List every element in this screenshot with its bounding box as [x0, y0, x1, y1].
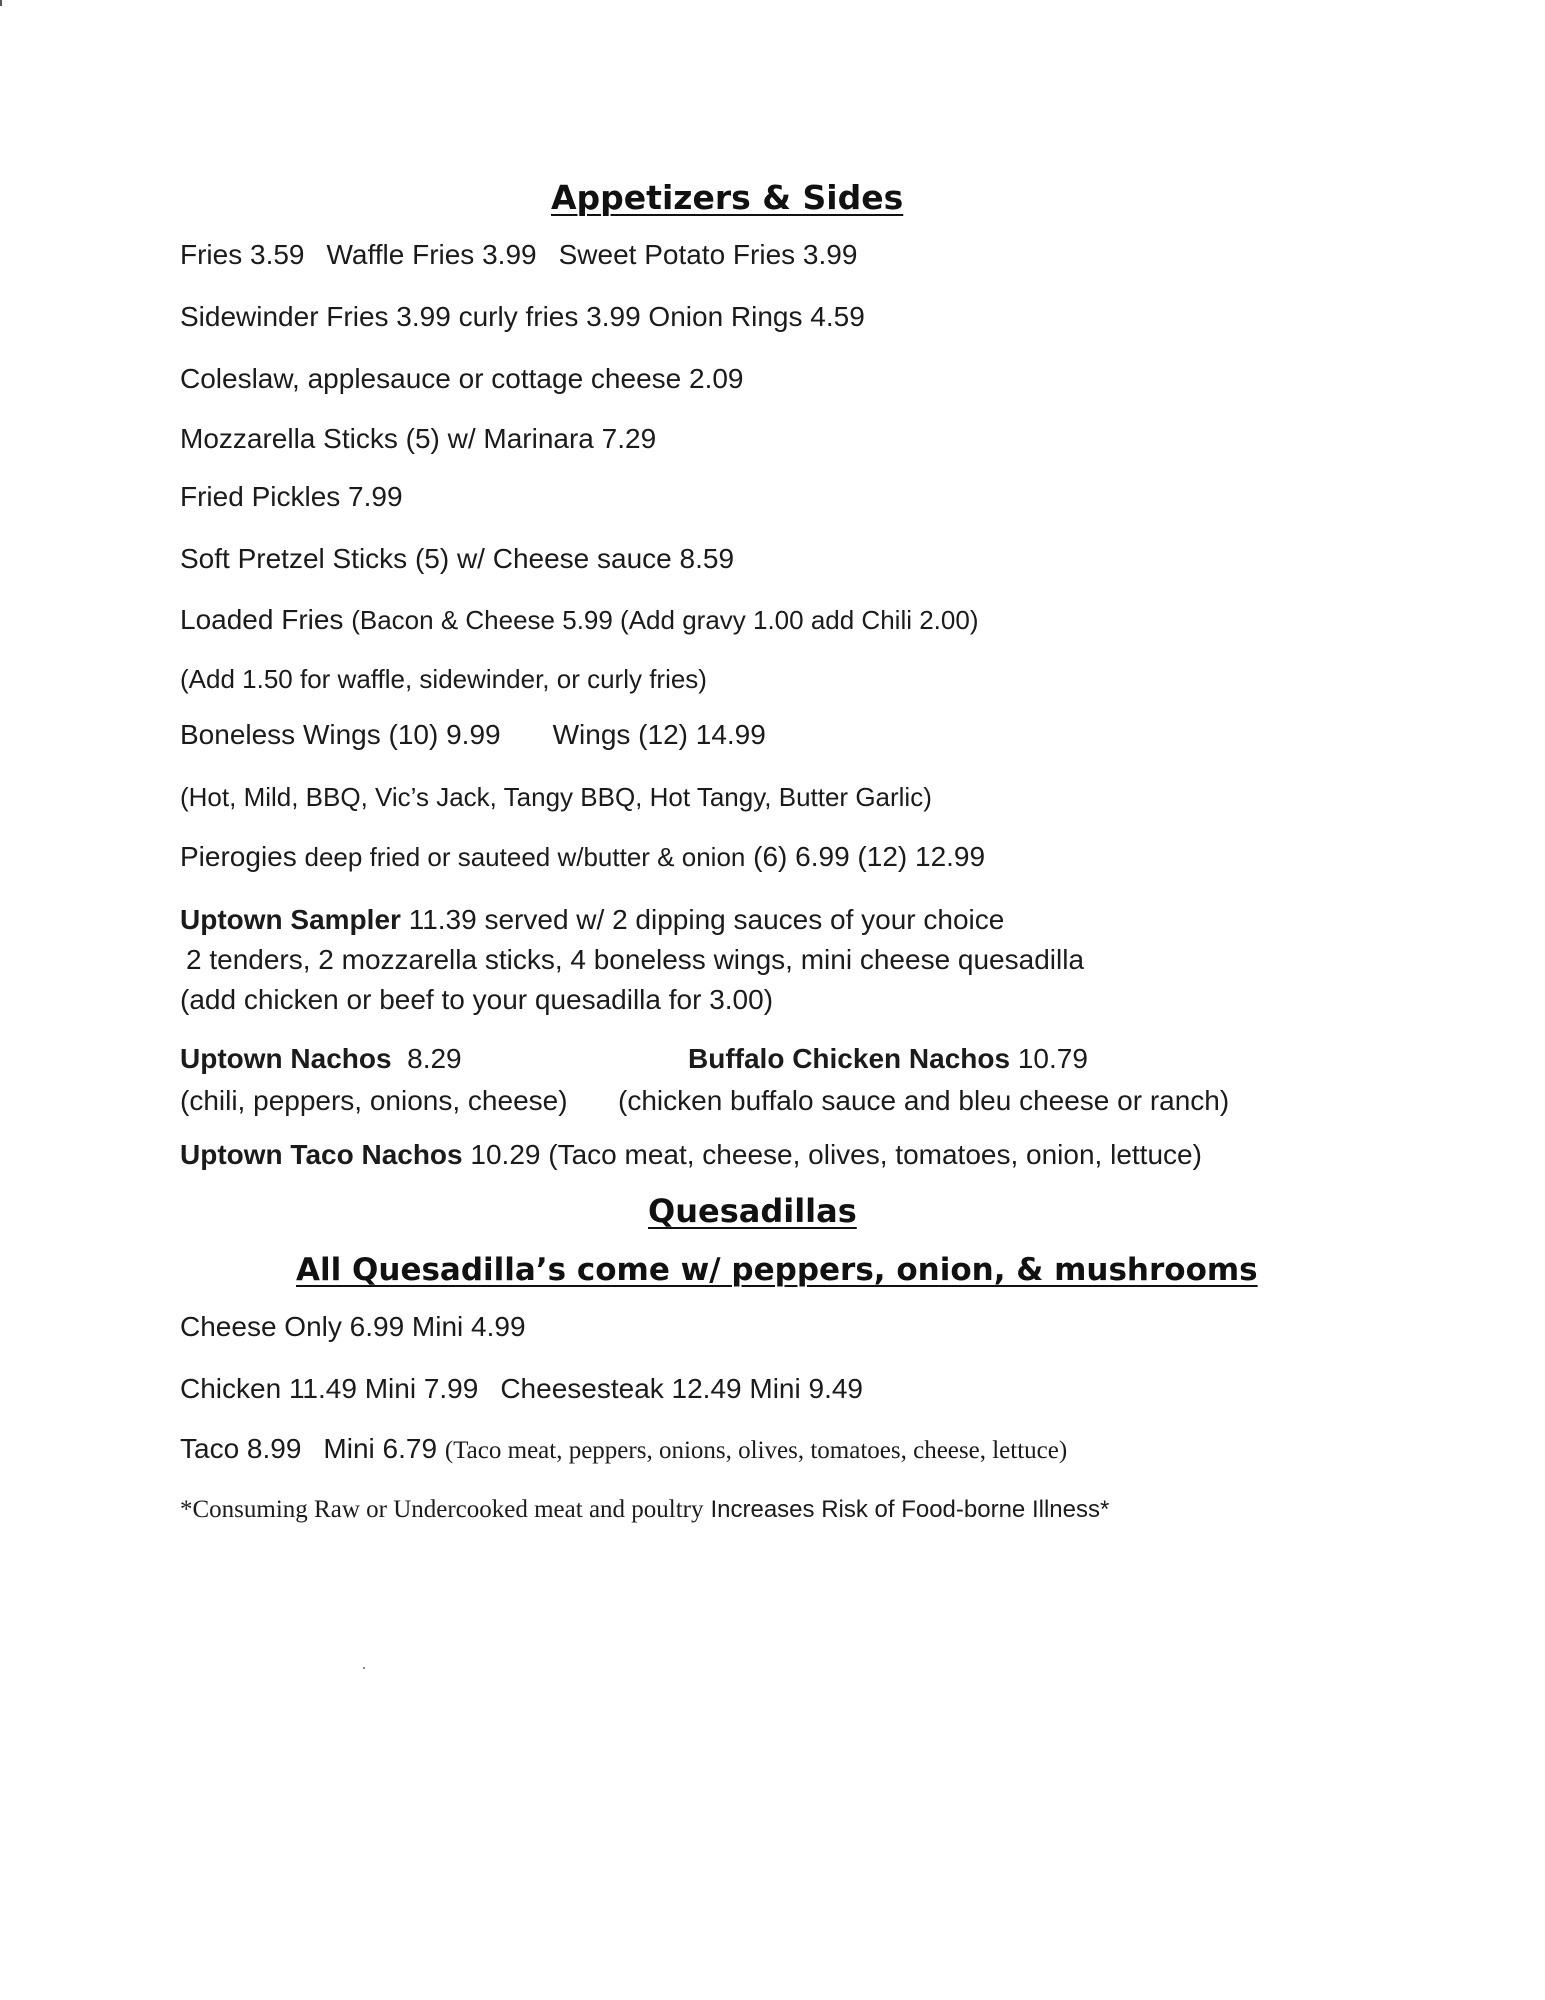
menu-line-uptown-nachos-desc: (chili, peppers, onions, cheese) [180, 1085, 568, 1116]
warning-part-2: Increases Risk of Food-borne Illness* [710, 1496, 1110, 1523]
taco-quesadilla-mini: Mini 6.79 [323, 1433, 438, 1464]
menu-item-sweet-potato-fries: Sweet Potato Fries 3.99 [558, 239, 858, 270]
menu-line-buffalo-nachos [688, 1042, 1088, 1076]
menu-line-taco-quesadilla [180, 1432, 1067, 1468]
menu-item-waffle-fries: Waffle Fries 3.99 [326, 239, 537, 270]
menu-item-taco-quesadilla: Taco 8.99 [180, 1433, 302, 1464]
quesadillas-heading: Quesadillas [648, 1192, 857, 1230]
menu-line-taco-nachos [180, 1138, 1202, 1172]
menu-line-buffalo-nachos-desc: (chicken buffalo sauce and bleu cheese or ranch) [618, 1085, 1230, 1116]
menu-line-loaded-fries [180, 603, 978, 637]
pierogies-description: deep fried or sauteed w/butter & onion [304, 842, 746, 872]
menu-item-uptown-sampler: Uptown Sampler [180, 904, 401, 935]
menu-item-uptown-nachos: Uptown Nachos [180, 1043, 392, 1074]
menu-line-fries [180, 238, 857, 272]
pierogies-prices: (6) 6.99 (12) 12.99 [753, 841, 986, 872]
taco-quesadilla-description: (Taco meat, peppers, onions, olives, tomatoes, cheese, lettuce) [444, 1437, 1068, 1464]
menu-line-sidewinder: Sidewinder Fries 3.99 curly fries 3.99 Onion Rings 4.59 [180, 301, 865, 332]
menu-line-wing-flavors: (Hot, Mild, BBQ, Vic’s Jack, Tangy BBQ, Hot Tangy, Butter Garlic) [180, 782, 932, 812]
menu-item-boneless-wings: Boneless Wings (10) 9.99 [180, 719, 501, 750]
menu-item-buffalo-chicken-nachos: Buffalo Chicken Nachos [688, 1043, 1011, 1074]
loaded-fries-description: (Bacon & Cheese 5.99 (Add gravy 1.00 add Chili 2.00) [351, 605, 979, 635]
menu-line-uptown-nachos [180, 1042, 462, 1076]
menu-line-pierogies [180, 840, 985, 874]
food-safety-warning [180, 1492, 1109, 1527]
menu-item-cheesesteak-quesadilla: Cheesesteak 12.49 Mini 9.49 [500, 1373, 864, 1404]
menu-item-pierogies: Pierogies [180, 841, 297, 872]
menu-item-chicken-quesadilla: Chicken 11.49 Mini 7.99 [180, 1373, 479, 1404]
menu-item-wings: Wings (12) 14.99 [552, 719, 766, 750]
menu-line-sampler [180, 903, 1004, 937]
scan-speck [363, 1667, 365, 1669]
menu-item-uptown-taco-nachos: Uptown Taco Nachos [180, 1139, 463, 1170]
sampler-price: 11.39 served w/ 2 dipping sauces of your choice [408, 904, 1005, 935]
menu-line-loaded-fries-note: (Add 1.50 for waffle, sidewinder, or curly fries) [180, 664, 707, 694]
menu-line-chicken-quesadilla [180, 1372, 863, 1406]
menu-line-sampler-contents: 2 tenders, 2 mozzarella sticks, 4 boneless wings, mini cheese quesadilla [186, 944, 1085, 975]
menu-item-loaded-fries: Loaded Fries [180, 604, 344, 635]
menu-line-mozzarella: Mozzarella Sticks (5) w/ Marinara 7.29 [180, 423, 657, 454]
menu-line-fried-pickles: Fried Pickles 7.99 [180, 481, 403, 512]
scan-mark [0, 0, 2, 6]
menu-line-sides: Coleslaw, applesauce or cottage cheese 2.09 [180, 363, 744, 394]
menu-line-pretzel: Soft Pretzel Sticks (5) w/ Cheese sauce 8.59 [180, 543, 735, 574]
menu-line-sampler-addon: (add chicken or beef to your quesadilla for 3.00) [180, 984, 774, 1015]
warning-part-1: *Consuming Raw or Undercooked meat and poultry [180, 1496, 704, 1523]
uptown-nachos-price: 8.29 [407, 1043, 462, 1074]
appetizers-heading: Appetizers & Sides [551, 178, 904, 217]
menu-item-fries: Fries 3.59 [180, 239, 305, 270]
menu-line-cheese-quesadilla: Cheese Only 6.99 Mini 4.99 [180, 1311, 526, 1342]
buffalo-nachos-price: 10.79 [1017, 1043, 1088, 1074]
menu-line-wings [180, 718, 766, 752]
taco-nachos-description: 10.29 (Taco meat, cheese, olives, tomatoes, onion, lettuce) [470, 1139, 1202, 1170]
quesadillas-subheading: All Quesadilla’s come w/ peppers, onion, & mushrooms [296, 1252, 1258, 1288]
